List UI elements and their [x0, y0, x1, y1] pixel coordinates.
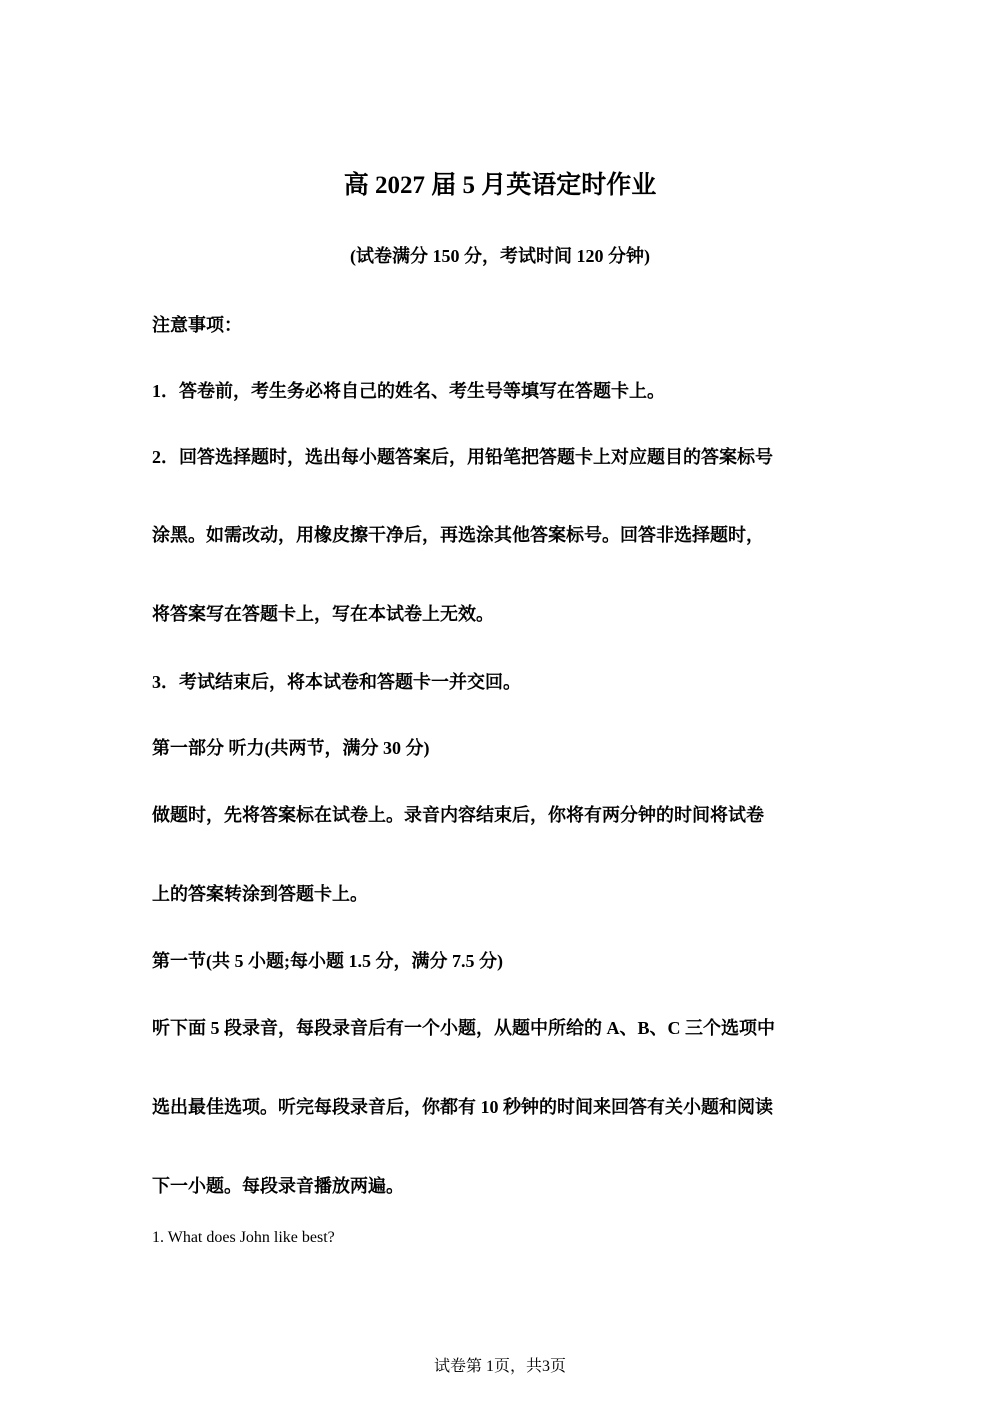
notes-heading: 注意事项： [152, 315, 242, 335]
notes-item-2-line-1: 2．回答选择题时，选出每小题答案后，用铅笔把答题卡上对应题目的答案标号 [152, 447, 773, 467]
section-1-intro-line-3: 下一小题。每段录音播放两遍。 [152, 1176, 404, 1196]
notes-item-1: 1．答卷前，考生务必将自己的姓名、考生号等填写在答题卡上。 [152, 381, 665, 401]
question-1: 1. What does John like best? [152, 1229, 335, 1246]
part-1-intro-line-2: 上的答案转涂到答题卡上。 [152, 884, 368, 904]
part-1-intro-line-1: 做题时，先将答案标在试卷上。录音内容结束后，你将有两分钟的时间将试卷 [152, 805, 764, 825]
document-subtitle: (试卷满分 150 分，考试时间 120 分钟) [350, 246, 650, 266]
document-title: 高 2027 届 5 月英语定时作业 [343, 172, 657, 199]
section-1-heading: 第一节(共 5 小题;每小题 1.5 分，满分 7.5 分) [152, 951, 503, 971]
page-footer: 试卷第 1页，共3页 [433, 1358, 566, 1375]
part-1-heading: 第一部分 听力(共两节，满分 30 分) [152, 738, 430, 758]
notes-item-3: 3．考试结束后，将本试卷和答题卡一并交回。 [152, 672, 521, 692]
section-1-intro-line-2: 选出最佳选项。听完每段录音后，你都有 10 秒钟的时间来回答有关小题和阅读 [152, 1097, 773, 1117]
section-1-intro-line-1: 听下面 5 段录音，每段录音后有一个小题，从题中所给的 A、B、C 三个选项中 [152, 1018, 776, 1038]
notes-item-2-line-2: 涂黑。如需改动，用橡皮擦干净后，再选涂其他答案标号。回答非选择题时， [152, 525, 764, 545]
notes-item-2-line-3: 将答案写在答题卡上，写在本试卷上无效。 [152, 604, 494, 624]
